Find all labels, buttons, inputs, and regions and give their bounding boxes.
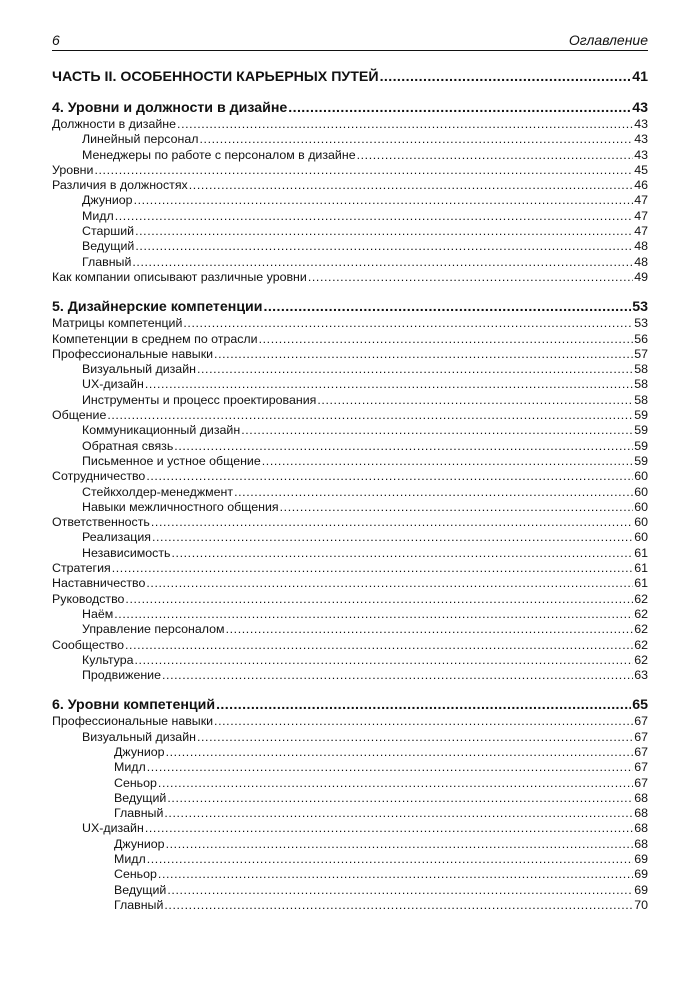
- toc-entry-title: Управление персоналом: [82, 622, 225, 637]
- toc-entry[interactable]: [52, 270, 648, 285]
- toc-entry-title: Ответственность: [52, 515, 150, 530]
- dot-leader: [166, 837, 634, 852]
- toc-entry-title: Ведущий: [114, 882, 167, 897]
- dot-leader: [151, 515, 633, 530]
- toc-entry-page: 60: [634, 469, 648, 484]
- dot-leader: [125, 638, 633, 653]
- dot-leader: [183, 316, 633, 331]
- dot-leader: [94, 163, 633, 178]
- dot-leader: [172, 546, 634, 561]
- toc-entry[interactable]: [52, 255, 648, 270]
- toc-entry-page: 53: [632, 299, 648, 316]
- toc-entry[interactable]: [52, 163, 648, 178]
- chapter-spacer: [52, 285, 648, 299]
- toc-entry-page: 68: [634, 821, 648, 836]
- toc-entry-page: 59: [634, 438, 648, 453]
- toc-entry-page: 47: [634, 224, 648, 239]
- dot-leader: [280, 500, 634, 515]
- toc-entry-page: 62: [634, 606, 648, 621]
- toc-entry[interactable]: [52, 316, 648, 331]
- toc-entry[interactable]: [52, 530, 648, 545]
- dot-leader: [145, 821, 633, 836]
- toc-entry[interactable]: [52, 791, 648, 806]
- toc-entry-title: Сотрудничество: [52, 469, 146, 484]
- toc-entry[interactable]: [52, 898, 648, 913]
- toc-entry-page: 61: [634, 561, 648, 576]
- toc-entry-page: 60: [634, 484, 648, 499]
- toc-entry-page: 58: [634, 377, 648, 392]
- toc-entry[interactable]: [52, 730, 648, 745]
- toc-entry[interactable]: [52, 867, 648, 882]
- toc-entry-page: 57: [634, 346, 648, 361]
- toc-entry-title: Письменное и устное общение: [82, 453, 261, 468]
- toc-entry[interactable]: [52, 745, 648, 760]
- dot-leader: [380, 69, 632, 86]
- toc-entry[interactable]: [52, 668, 648, 683]
- toc-entry-page: 48: [634, 254, 648, 269]
- toc-entry-page: 60: [634, 515, 648, 530]
- toc-entry-page: 67: [634, 729, 648, 744]
- dot-leader: [147, 760, 634, 775]
- toc-entry-title: Наставничество: [52, 576, 146, 591]
- dot-leader: [145, 377, 633, 392]
- dot-leader: [135, 224, 633, 239]
- dot-leader: [112, 561, 633, 576]
- toc-entry-title: Линейный персонал: [82, 132, 199, 147]
- toc-entry-title: Обратная связь: [82, 438, 174, 453]
- toc-entry[interactable]: [52, 347, 648, 362]
- toc-entry-page: 69: [634, 867, 648, 882]
- toc-entry-title: Компетенции в среднем по отрасли: [52, 331, 258, 346]
- dot-leader: [197, 730, 633, 745]
- toc-entry-page: 61: [634, 545, 648, 560]
- toc-entry-title: Коммуникационный дизайн: [82, 423, 241, 438]
- toc-entry[interactable]: [52, 821, 648, 836]
- toc-entry-page: 43: [634, 132, 648, 147]
- toc-entry[interactable]: [52, 178, 648, 193]
- toc-entry[interactable]: [52, 576, 648, 591]
- toc-entry-title: ЧАСТЬ II. ОСОБЕННОСТИ КАРЬЕРНЫХ ПУТЕЙ: [52, 69, 379, 85]
- toc-entry-title: Главный: [114, 897, 164, 912]
- toc-entry-title: Визуальный дизайн: [82, 362, 196, 377]
- toc-entry-page: 62: [634, 652, 648, 667]
- dot-leader: [308, 270, 633, 285]
- toc-entry-title: Стейкхолдер-менеджмент: [82, 484, 234, 499]
- toc-entry-page: 43: [634, 117, 648, 131]
- dot-leader: [262, 454, 633, 469]
- book-page: [52, 28, 648, 913]
- dot-leader: [162, 668, 633, 683]
- toc-entry-page: 47: [634, 208, 648, 223]
- dot-leader: [234, 485, 633, 500]
- toc-entry-page: 69: [634, 852, 648, 867]
- toc-entry[interactable]: [52, 883, 648, 898]
- dot-leader: [147, 852, 634, 867]
- toc-entry-page: 65: [632, 697, 648, 714]
- dot-leader: [146, 576, 633, 591]
- toc-chapter-entry[interactable]: [52, 697, 648, 714]
- dot-leader: [167, 883, 633, 898]
- toc-entry-title: Сеньор: [114, 775, 157, 790]
- toc-entry-title: Матрицы компетенций: [52, 316, 183, 331]
- toc-entry[interactable]: [52, 362, 648, 377]
- toc-entry[interactable]: [52, 377, 648, 392]
- toc-entry[interactable]: [52, 776, 648, 791]
- toc-entry-page: 45: [634, 162, 648, 177]
- toc-entry-page: 67: [634, 760, 648, 775]
- dot-leader: [158, 867, 633, 882]
- dot-leader: [288, 100, 631, 117]
- toc-entry-title: Джуниор: [114, 744, 165, 759]
- toc-entry[interactable]: [52, 561, 648, 576]
- toc-entry-page: 60: [634, 530, 648, 545]
- toc-entry-title: Сообщество: [52, 637, 124, 652]
- toc-entry-title: Визуальный дизайн: [82, 729, 196, 744]
- toc-entry-title: Руководство: [52, 591, 125, 606]
- toc-entry-title: 4. Уровни и должности в дизайне: [52, 100, 288, 116]
- toc-entry-page: 48: [634, 239, 648, 254]
- toc-entry-title: Реализация: [82, 530, 151, 545]
- toc-entry-title: Наём: [82, 606, 114, 621]
- dot-leader: [167, 791, 633, 806]
- toc-entry[interactable]: [52, 607, 648, 622]
- dot-leader: [214, 347, 633, 362]
- toc-entry-page: 68: [634, 806, 648, 821]
- toc-entry-title: Стратегия: [52, 561, 111, 576]
- toc-entry-page: 69: [634, 882, 648, 897]
- table-of-contents: [52, 69, 648, 913]
- toc-entry-page: 67: [634, 714, 648, 729]
- toc-entry[interactable]: [52, 622, 648, 637]
- toc-entry[interactable]: [52, 209, 648, 224]
- toc-entry-title: Джуниор: [82, 193, 133, 208]
- toc-entry-title: Мидл: [114, 760, 146, 775]
- toc-entry[interactable]: [52, 423, 648, 438]
- dot-leader: [216, 697, 631, 714]
- dot-leader: [135, 239, 633, 254]
- toc-chapter-entry[interactable]: [52, 299, 648, 316]
- toc-entry[interactable]: [52, 193, 648, 208]
- dot-leader: [158, 776, 633, 791]
- toc-entry-title: 6. Уровни компетенций: [52, 697, 216, 714]
- toc-entry[interactable]: [52, 393, 648, 408]
- toc-entry-title: Различия в должностях: [52, 178, 188, 193]
- toc-entry-title: Инструменты и процесс проектирования: [82, 392, 317, 407]
- toc-entry-title: 5. Дизайнерские компетенции: [52, 299, 263, 316]
- dot-leader: [189, 178, 633, 193]
- dot-leader: [214, 714, 633, 729]
- toc-chapter-entry[interactable]: [52, 100, 648, 117]
- toc-entry-title: Профессиональные навыки: [52, 346, 214, 361]
- toc-entry-title: Старший: [82, 224, 135, 239]
- toc-entry-page: 47: [634, 193, 648, 208]
- toc-entry-page: 53: [634, 316, 648, 331]
- dot-leader: [200, 132, 634, 147]
- dot-leader: [177, 117, 633, 132]
- dot-leader: [317, 393, 633, 408]
- toc-entry[interactable]: [52, 239, 648, 254]
- toc-entry[interactable]: [52, 760, 648, 775]
- toc-entry[interactable]: [52, 224, 648, 239]
- toc-entry-title: Культура: [82, 652, 134, 667]
- toc-entry-title: Продвижение: [82, 668, 161, 683]
- dot-leader: [226, 622, 634, 637]
- dot-leader: [125, 592, 633, 607]
- toc-entry-page: 70: [634, 897, 648, 912]
- toc-entry[interactable]: [52, 485, 648, 500]
- page-number: 6: [52, 32, 60, 48]
- dot-leader: [152, 530, 633, 545]
- dot-leader: [174, 439, 633, 454]
- toc-entry-page: 60: [634, 499, 648, 514]
- toc-entry-title: Как компании описывают различные уровни: [52, 269, 307, 284]
- toc-entry-page: 61: [634, 576, 648, 591]
- toc-entry-page: 62: [634, 591, 648, 606]
- toc-entry-page: 59: [634, 453, 648, 468]
- toc-entry[interactable]: [52, 454, 648, 469]
- toc-entry[interactable]: [52, 653, 648, 668]
- toc-entry-page: 58: [634, 362, 648, 377]
- toc-entry[interactable]: [52, 852, 648, 867]
- toc-entry-title: Менеджеры по работе с персоналом в дизайне: [82, 147, 356, 162]
- toc-entry-title: Главный: [114, 806, 164, 821]
- toc-entry-page: 43: [634, 147, 648, 162]
- dot-leader: [197, 362, 633, 377]
- chapter-spacer: [52, 86, 648, 100]
- toc-entry-title: Профессиональные навыки: [52, 714, 214, 729]
- toc-entry-page: 46: [634, 178, 648, 193]
- toc-entry[interactable]: [52, 408, 648, 423]
- dot-leader: [164, 806, 633, 821]
- dot-leader: [146, 469, 633, 484]
- dot-leader: [263, 299, 631, 316]
- toc-entry-title: Ведущий: [114, 790, 167, 805]
- toc-entry-page: 59: [634, 408, 648, 423]
- toc-entry-title: Независимость: [82, 545, 171, 560]
- dot-leader: [164, 898, 633, 913]
- toc-entry-page: 41: [632, 69, 648, 85]
- chapter-spacer: [52, 683, 648, 697]
- toc-entry[interactable]: [52, 148, 648, 163]
- toc-entry[interactable]: [52, 592, 648, 607]
- toc-entry-title: Должности в дизайне: [52, 117, 177, 131]
- toc-entry-page: 62: [634, 637, 648, 652]
- dot-leader: [241, 423, 633, 438]
- dot-leader: [259, 332, 634, 347]
- toc-entry-page: 59: [634, 423, 648, 438]
- toc-entry[interactable]: [52, 515, 648, 530]
- toc-entry-page: 58: [634, 392, 648, 407]
- dot-leader: [132, 255, 633, 270]
- dot-leader: [134, 193, 634, 208]
- toc-entry-page: 63: [634, 668, 648, 683]
- toc-entry-title: Навыки межличностного общения: [82, 499, 279, 514]
- toc-entry[interactable]: [52, 469, 648, 484]
- toc-entry[interactable]: [52, 439, 648, 454]
- toc-entry-page: 43: [632, 100, 648, 116]
- toc-entry[interactable]: [52, 500, 648, 515]
- toc-entry-page: 62: [634, 622, 648, 637]
- toc-entry-page: 56: [634, 331, 648, 346]
- toc-entry[interactable]: [52, 638, 648, 653]
- running-header: [52, 28, 648, 51]
- toc-chapter-entry[interactable]: [52, 69, 648, 86]
- toc-entry-title: Уровни: [52, 162, 94, 177]
- dot-leader: [357, 148, 634, 163]
- toc-entry-title: Джуниор: [114, 836, 165, 851]
- toc-entry-page: 68: [634, 836, 648, 851]
- toc-entry-title: Мидл: [82, 208, 114, 223]
- toc-entry-page: 67: [634, 744, 648, 759]
- toc-entry[interactable]: [52, 117, 648, 132]
- toc-entry[interactable]: [52, 806, 648, 821]
- section-title: Оглавление: [568, 32, 648, 48]
- dot-leader: [166, 745, 634, 760]
- dot-leader: [107, 408, 633, 423]
- toc-entry-title: UX-дизайн: [82, 377, 144, 392]
- toc-entry-title: Общение: [52, 408, 107, 423]
- toc-entry-page: 68: [634, 790, 648, 805]
- toc-entry[interactable]: [52, 132, 648, 147]
- toc-entry-title: Ведущий: [82, 239, 135, 254]
- toc-entry-title: Мидл: [114, 852, 146, 867]
- toc-entry[interactable]: [52, 546, 648, 561]
- toc-entry-title: UX-дизайн: [82, 821, 144, 836]
- dot-leader: [135, 653, 634, 668]
- toc-entry-title: Сеньор: [114, 867, 157, 882]
- toc-entry[interactable]: [52, 714, 648, 729]
- toc-entry[interactable]: [52, 332, 648, 347]
- dot-leader: [115, 209, 634, 224]
- toc-entry[interactable]: [52, 837, 648, 852]
- toc-entry-page: 49: [634, 269, 648, 284]
- toc-entry-page: 67: [634, 775, 648, 790]
- dot-leader: [114, 607, 633, 622]
- toc-entry-title: Главный: [82, 254, 132, 269]
